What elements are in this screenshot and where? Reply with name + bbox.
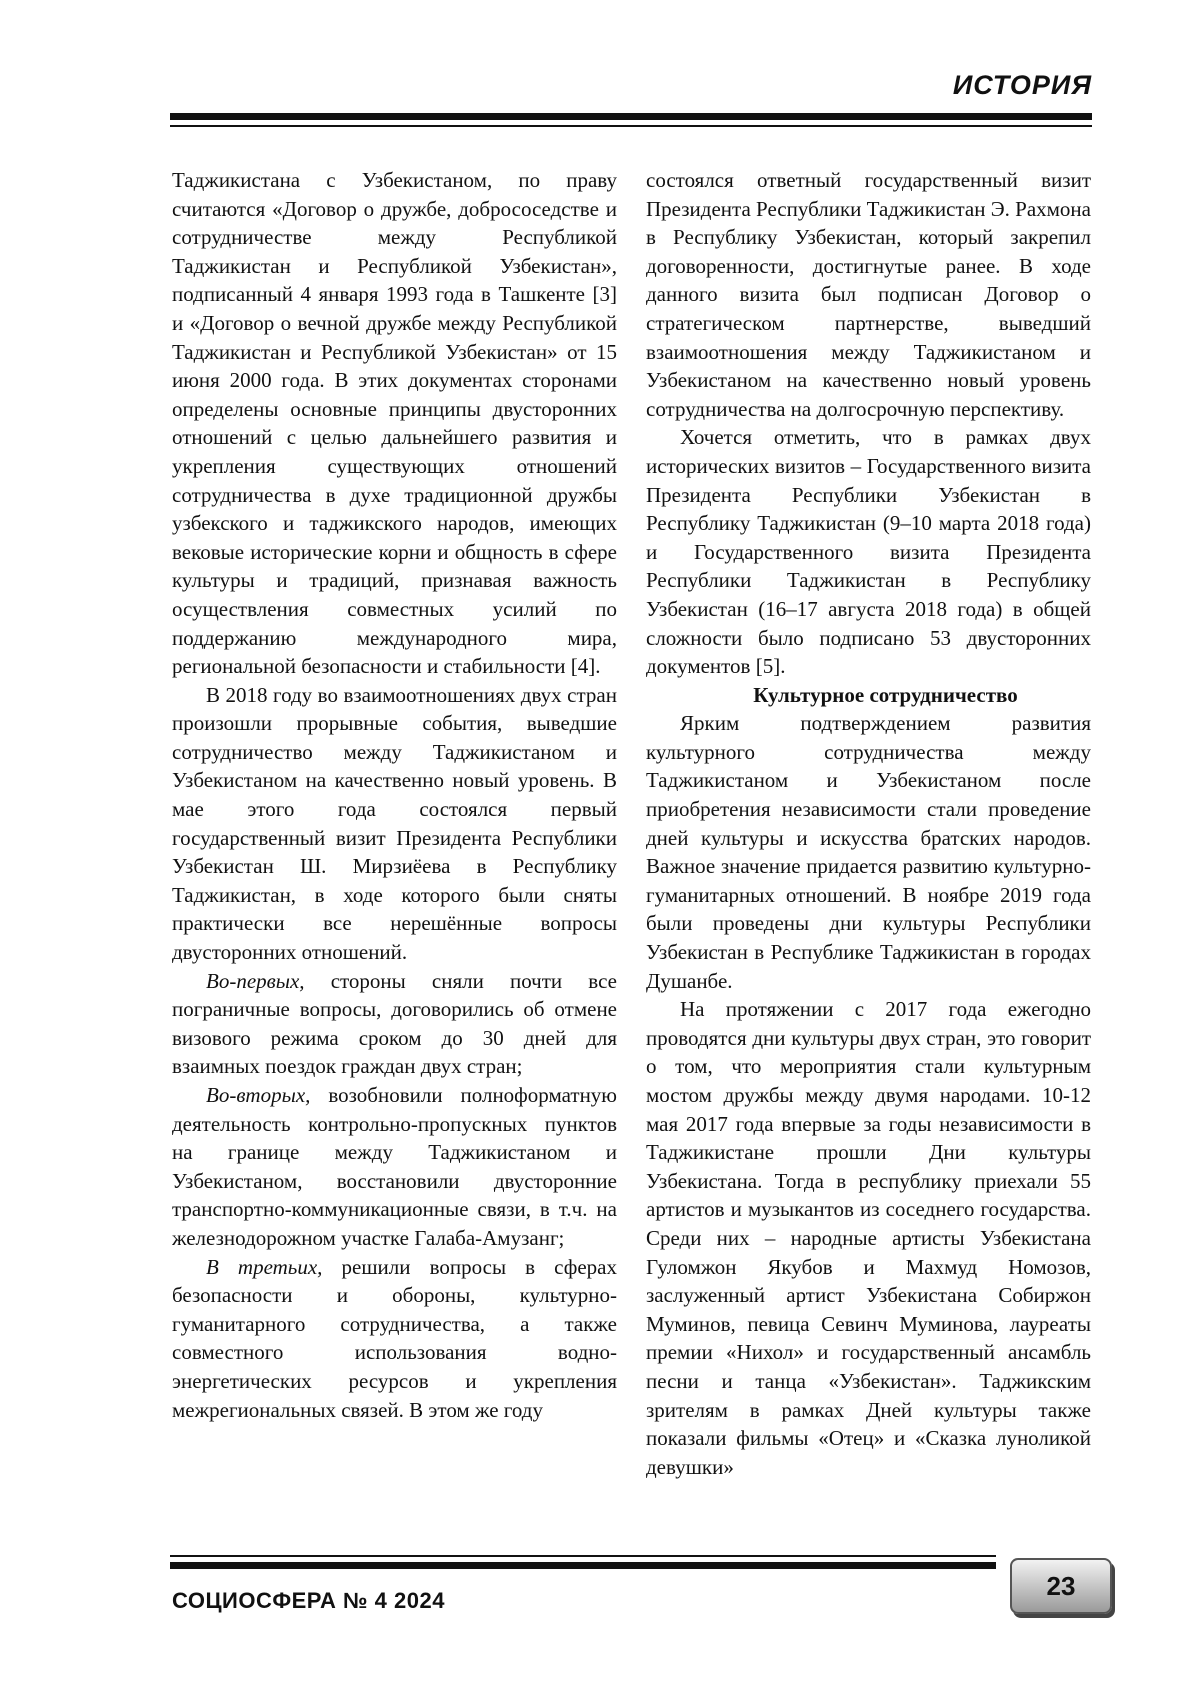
right-paragraph-1: состоялся ответный государственный визит Президента Республики Таджикистан Э. Рахмона в Республику Узбекистан, который закрепил договоренности, достигнутые ранее. В ходе данного визита был подписан Договор о стратегическом партнерстве, выведший взаимоотношения между Таджикистаном и Узбекистаном на качественно новый уровень сотрудничества на долгосрочную перспективу. — [646, 168, 1091, 421]
lead-third: В третьих, — [206, 1254, 323, 1279]
left-paragraph-5-text: решили вопросы в сферах безопасности и обороны, культурно-гуманитарного сотрудничества, а также совместного использования водно-энергетических ресурсов и укрепления межрегиональных связей. В этом же году — [172, 1254, 617, 1422]
left-paragraph-5 — [172, 1253, 617, 1425]
right-column — [646, 166, 1091, 1538]
journal-title: СОЦИОСФЕРА № 4 2024 — [172, 1588, 445, 1613]
header-rule-thick — [170, 113, 1092, 120]
left-column — [172, 166, 617, 1538]
lead-first: Во-первых, — [206, 968, 305, 993]
left-paragraph-3-text: стороны сняли почти все пограничные вопросы, договорились об отмене визового режима сроком до 30 дней для взаимных поездок граждан двух стран; — [172, 968, 617, 1079]
left-paragraph-4-text: возобновили полноформатную деятельность контрольно-пропускных пунктов на границе между Таджикистаном и Узбекистаном, восстановили двусторонние транспортно-коммуникационные связи, в т.ч. на железнодорожном участке Галаба-Амузанг; — [172, 1083, 617, 1250]
left-paragraph-4 — [172, 1081, 617, 1253]
section-title: ИСТОРИЯ — [952, 70, 1092, 100]
page-number: 23 — [1046, 1570, 1076, 1601]
left-paragraph-1: Таджикистана с Узбекистаном, по праву считаются «Договор о дружбе, добрососедстве и сотрудничестве между Республикой Таджикистан и Республикой Узбекистан», подписанный 4 января 1993 года в Ташкенте [3] и «Договор о вечной дружбе между Республикой Таджикистан и Республикой Узбекистан» от 15 июня 2000 года. В этих документах сторонами определены основные принципы двусторонних отношений с целью дальнейшего развития и укрепления существующих отношений сотрудничества в духе традиционной дружбы узбекского и таджикского народов, имеющих вековые исторические корни и общность в сфере культуры и традиций, признавая важность осуществления совместных усилий по поддержанию международного мира, региональной безопасности и стабильности [4]. — [172, 168, 617, 679]
left-paragraph-3 — [172, 967, 617, 1081]
footer-rule-thick — [170, 1562, 996, 1569]
lead-second: Во-вторых, — [206, 1083, 311, 1107]
footer-rule-thin — [170, 1555, 996, 1557]
subsection-heading: Культурное сотрудничество — [753, 682, 1018, 707]
left-paragraph-2: В 2018 году во взаимоотношениях двух стран произошли прорывные события, выведшие сотрудничество между Таджикистаном и Узбекистаном на качественно новый уровень. В мае этого года состоялся первый государственный визит Президента Республики Узбекистан Ш. Мирзиёева в Республику Таджикистан, в ходе которого были сняты практически все нерешённые вопросы двусторонних отношений. — [172, 682, 617, 965]
right-paragraph-4: На протяжении с 2017 года ежегодно проводятся дни культуры двух стран, это говорит о том, что мероприятия стали культурным мостом дружбы между двумя народами. 10-12 мая 2017 года впервые за годы независимости в Таджикистане прошли Дни культуры Узбекистана. Тогда в республику приехали 55 артистов и музыкантов из соседнего государства. Среди них – народные артисты Узбекистана Гуломжон Якубов и Махмуд Номозов, заслуженный артист Узбекистана Собиржон Муминов, певица Севинч Муминова, лауреаты премии «Нихол» и государственный ансамбль песни и танца «Узбекистан». Таджикским зрителям в рамках Дней культуры также показали фильмы «Отец» и «Сказка луноликой девушки» — [646, 997, 1091, 1479]
page-number-badge — [1010, 1558, 1112, 1614]
right-paragraph-2: Хочется отметить, что в рамках двух исторических визитов – Государственного визита Президента Республики Узбекистан в Республику Таджикистан (9–10 марта 2018 года) и Государственного визита Президента Республики Таджикистан в Республику Узбекистан (16–17 августа 2018 года) в общей сложности было подписано 53 двусторонних документов [5]. — [646, 425, 1091, 679]
right-paragraph-3: Ярким подтверждением развития культурного сотрудничества между Таджикистаном и Узбекистаном после приобретения независимости стали проведение дней культуры и искусства братских народов. Важное значение придается развитию культурно-гуманитарных отношений. В ноябре 2019 года были проведены дни культуры Республики Узбекистан в Республике Таджикистан в городах Душанбе. — [646, 711, 1091, 993]
header-rule-thin — [170, 125, 1092, 127]
